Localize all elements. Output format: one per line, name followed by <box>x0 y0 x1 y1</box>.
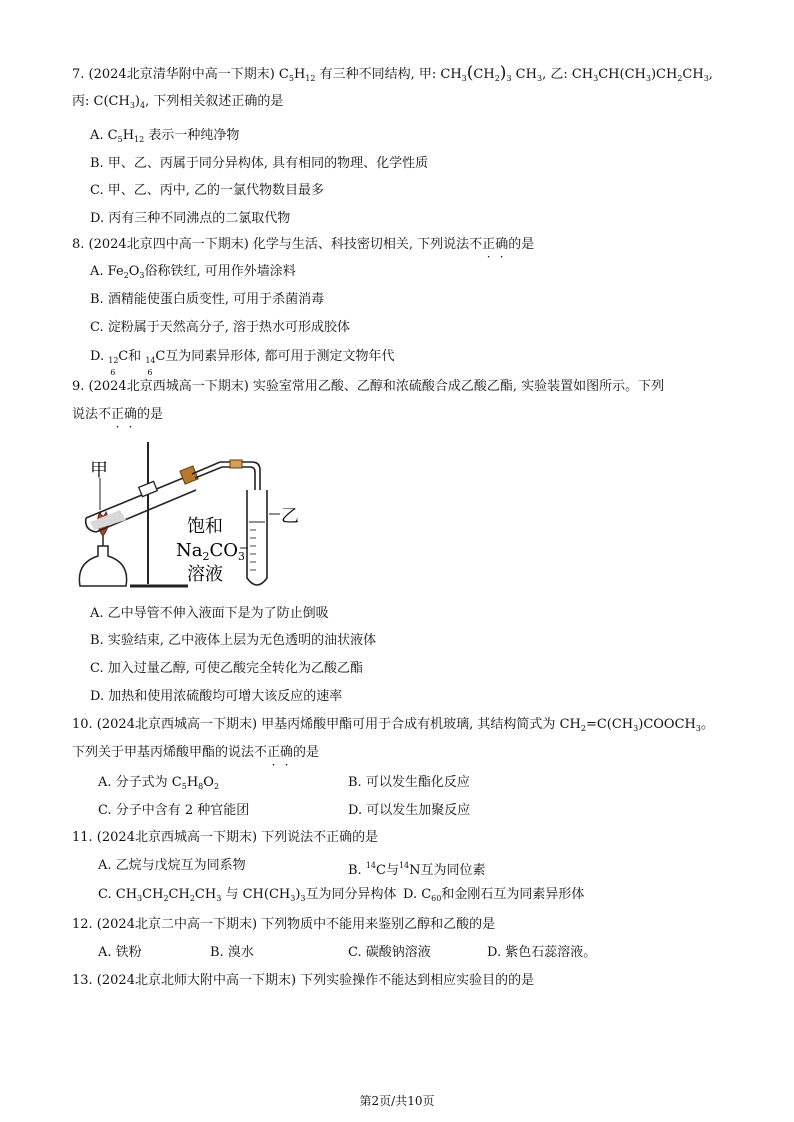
q7-option-b: B. 甲、乙、丙属于同分异构体, 具有相同的物理、化学性质 <box>90 156 429 171</box>
q10-stem: 10. (2024北京西城高一下期末) 甲基丙烯酸甲酯可用于合成有机玻璃, 其结构简式为 $CH_2=C(CH_3)COOCH_3$。 <box>72 717 714 733</box>
q11-option-d: D. $C_{60}$和金刚石互为同素异形体 <box>403 887 585 903</box>
fig-label-solution-3: 溶液 <box>187 564 223 585</box>
fig-label-solution-2: $Na_2CO_3$ <box>176 540 246 563</box>
q10-option-c: C. 分子中含有 2 种官能团 <box>98 803 250 818</box>
q12-option-c: C. 碳酸钠溶液 <box>348 945 431 960</box>
q7-stem-2: 丙: $C(CH_3)_4$, 下列相关叙述正确的是 <box>72 94 284 110</box>
q12-option-b: B. 溴水 <box>210 945 254 960</box>
q10-stem-2: 下列关于甲基丙烯酸甲酯的说法不正确的是 <box>72 745 320 760</box>
q8-option-b: B. 酒精能使蛋白质变性, 可用于杀菌消毒 <box>90 292 325 307</box>
q9-option-a: A. 乙中导管不伸入液面下是为了防止倒吸 <box>90 606 329 621</box>
q9-option-b: B. 实验结束, 乙中液体上层为无色透明的油状液体 <box>90 633 377 648</box>
q7-stem: 7. (2024北京清华附中高一下期末) $C_5H_{12}$ 有三种不同结构, 甲: $CH_3(CH_2)_3$ $CH_3$, 乙: $CH_3CH(CH_3)CH_2CH_3$, <box>72 63 713 83</box>
q7-option-a: A. $C_5H_{12}$ 表示一种纯净物 <box>90 128 240 144</box>
q9-option-c: C. 加入过量乙醇, 可使乙酸完全转化为乙酸乙酯 <box>90 661 364 676</box>
q10-option-a: A. 分子式为 $C_5H_8O_2$ <box>98 775 220 791</box>
q8-option-d: D. 12 6 C和 14 6 C互为同素异形体, 都可用于测定文物年代 <box>90 349 395 377</box>
ester-apparatus-figure <box>70 438 310 598</box>
q9-option-d: D. 加热和使用浓硫酸均可增大该反应的速率 <box>90 689 343 704</box>
q10-option-b: B. 可以发生酯化反应 <box>348 775 470 790</box>
q12-option-d: D. 紫色石蕊溶液。 <box>487 945 597 960</box>
q12-option-a: A. 铁粉 <box>98 945 142 960</box>
fig-label-yi: 乙 <box>281 506 299 527</box>
fig-label-solution-1: 饱和 <box>187 516 223 537</box>
q12-stem: 12. (2024北京二中高一下期末) 下列物质中不能用来鉴别乙醇和乙酸的是 <box>72 917 496 932</box>
q9-stem-2: 说法不正确的是 <box>72 407 164 422</box>
q13-stem: 13. (2024北京北师大附中高一下期末) 下列实验操作不能达到相应实验目的的是 <box>72 973 535 988</box>
page-footer: 第2页/共10页 <box>359 1094 435 1108</box>
q7-option-d: D. 丙有三种不同沸点的二氯取代物 <box>90 211 291 226</box>
q11-stem: 11. (2024北京西城高一下期末) 下列说法不正确的是 <box>72 830 379 845</box>
q11-option-c: C. $CH_3CH_2CH_2CH_3$ 与 $CH(CH_3)_3$互为同分异构体 <box>98 887 397 903</box>
q11-option-b: B. $^{14}$C与$^{14}$N互为同位素 <box>348 861 486 878</box>
q7-option-c: C. 甲、乙、丙中, 乙的一氯代物数目最多 <box>90 183 325 198</box>
q10-option-d: D. 可以发生加聚反应 <box>348 803 471 818</box>
q8-option-a: A. $Fe_2O_3$俗称铁红, 可用作外墙涂料 <box>90 264 296 280</box>
fig-label-jia: 甲 <box>90 460 108 481</box>
q11-option-a: A. 乙烷与戊烷互为同系物 <box>98 858 246 873</box>
q9-stem: 9. (2024北京西城高一下期末) 实验室常用乙酸、乙醇和浓硫酸合成乙酸乙酯, 实验装置如图所示。下列 <box>72 379 665 394</box>
q8-stem: 8. (2024北京四中高一下期末) 化学与生活、科技密切相关, 下列说法不正确的是 <box>72 237 535 252</box>
q8-option-c: C. 淀粉属于天然高分子, 溶于热水可形成胶体 <box>90 320 351 335</box>
